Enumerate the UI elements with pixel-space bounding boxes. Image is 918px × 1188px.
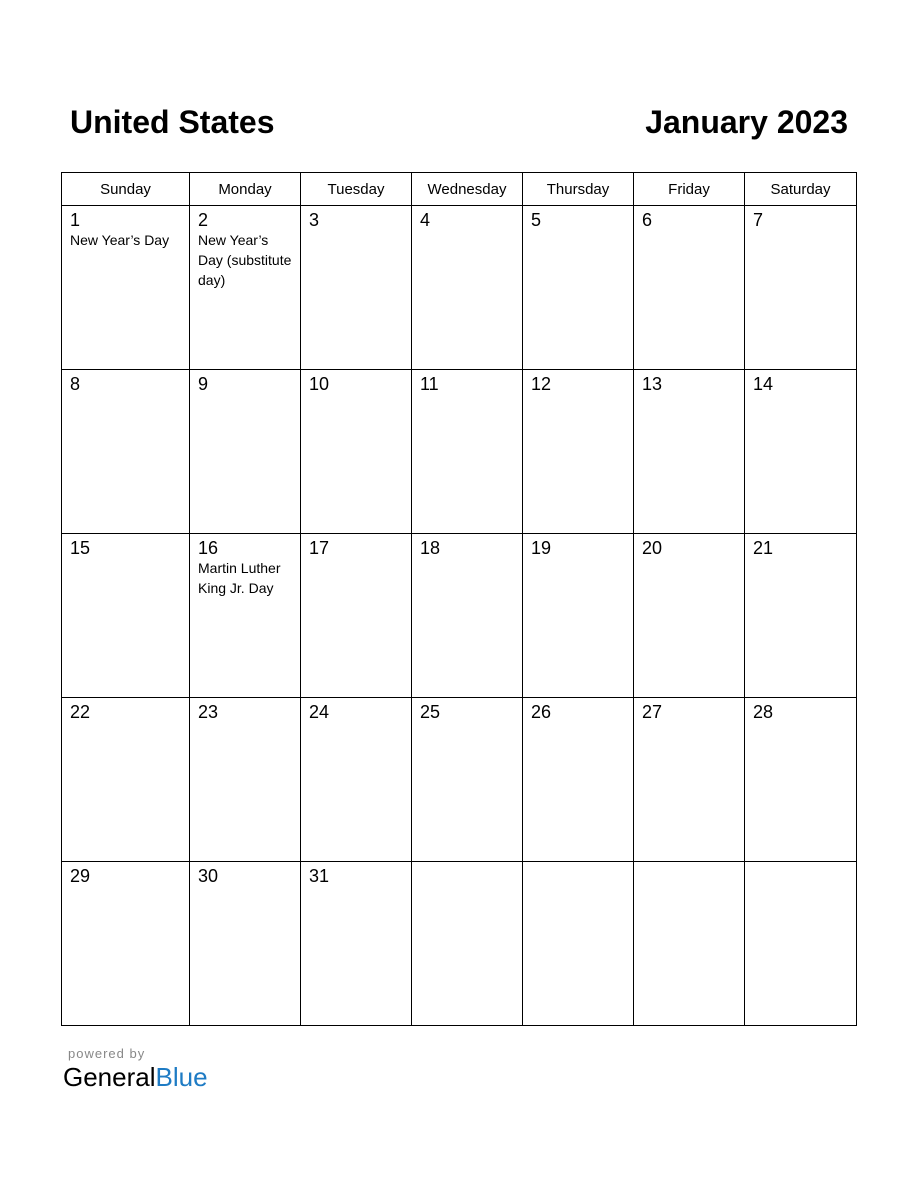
- week-row: [62, 698, 857, 862]
- week-row: [62, 862, 857, 1026]
- day-number: 19: [531, 538, 552, 558]
- day-number: 31: [309, 866, 330, 886]
- day-cell: [412, 534, 523, 698]
- day-cell: [62, 862, 190, 1026]
- weekday-header-saturday: Saturday: [745, 173, 857, 206]
- holiday-label: New Year’s Day (substitute day): [198, 232, 292, 288]
- empty-cell: [634, 862, 745, 1026]
- day-cell: [301, 370, 412, 534]
- day-cell: [301, 862, 412, 1026]
- day-number: 21: [753, 538, 774, 558]
- day-number: 2: [198, 210, 209, 230]
- day-number: 4: [420, 210, 431, 230]
- weekday-header-sunday: Sunday: [62, 173, 190, 206]
- day-cell: [62, 698, 190, 862]
- weekday-header-tuesday: Tuesday: [301, 173, 412, 206]
- day-cell: [745, 698, 857, 862]
- day-cell: [523, 370, 634, 534]
- day-cell: [634, 206, 745, 370]
- day-number: 15: [70, 538, 91, 558]
- day-cell: [745, 370, 857, 534]
- weekday-header-friday: Friday: [634, 173, 745, 206]
- day-cell: [62, 370, 190, 534]
- day-number: 14: [753, 374, 774, 394]
- day-cell: [190, 206, 301, 370]
- day-number: 8: [70, 374, 81, 394]
- day-cell: [634, 534, 745, 698]
- powered-by-label: powered by: [68, 1046, 146, 1061]
- day-cell: [301, 698, 412, 862]
- logo-general: General: [63, 1062, 156, 1092]
- day-cell: [301, 206, 412, 370]
- day-cell: [523, 534, 634, 698]
- calendar-grid: [61, 172, 857, 1026]
- day-number: 11: [420, 374, 439, 394]
- holiday-label: Martin Luther King Jr. Day: [198, 560, 281, 596]
- weekday-header-wednesday: Wednesday: [412, 173, 523, 206]
- day-number: 7: [753, 210, 764, 230]
- day-number: 17: [309, 538, 330, 558]
- day-number: 24: [309, 702, 330, 722]
- weekday-header-row: [62, 173, 857, 206]
- day-number: 20: [642, 538, 663, 558]
- day-cell: [190, 370, 301, 534]
- week-row: [62, 534, 857, 698]
- empty-cell: [523, 862, 634, 1026]
- day-cell: [523, 206, 634, 370]
- day-number: 25: [420, 702, 441, 722]
- day-number: 28: [753, 702, 774, 722]
- day-cell: [190, 534, 301, 698]
- day-cell: [523, 698, 634, 862]
- day-number: 26: [531, 702, 552, 722]
- weekday-header-thursday: Thursday: [523, 173, 634, 206]
- day-number: 6: [642, 210, 653, 230]
- day-number: 29: [70, 866, 91, 886]
- country-title: United States: [70, 104, 275, 140]
- holiday-label: New Year’s Day: [70, 232, 170, 248]
- day-cell: [745, 206, 857, 370]
- day-cell: [745, 534, 857, 698]
- day-number: 23: [198, 702, 219, 722]
- day-cell: [190, 698, 301, 862]
- weekday-header-monday: Monday: [190, 173, 301, 206]
- generalblue-logo: [63, 1062, 208, 1093]
- day-number: 3: [309, 210, 320, 230]
- empty-cell: [412, 862, 523, 1026]
- day-cell: [634, 370, 745, 534]
- day-number: 16: [198, 538, 219, 558]
- month-title: January 2023: [645, 104, 848, 140]
- day-number: 5: [531, 210, 542, 230]
- day-number: 27: [642, 702, 663, 722]
- day-cell: [634, 698, 745, 862]
- logo-blue: Blue: [155, 1062, 208, 1092]
- day-number: 12: [531, 374, 552, 394]
- week-row: [62, 370, 857, 534]
- day-number: 13: [642, 374, 663, 394]
- week-row: [62, 206, 857, 370]
- day-cell: [62, 206, 190, 370]
- day-number: 1: [70, 210, 81, 230]
- day-number: 10: [309, 374, 330, 394]
- empty-cell: [745, 862, 857, 1026]
- day-cell: [412, 206, 523, 370]
- day-cell: [412, 370, 523, 534]
- day-number: 30: [198, 866, 219, 886]
- day-cell: [62, 534, 190, 698]
- day-number: 9: [198, 374, 209, 394]
- day-cell: [190, 862, 301, 1026]
- day-number: 22: [70, 702, 91, 722]
- day-number: 18: [420, 538, 441, 558]
- day-cell: [412, 698, 523, 862]
- day-cell: [301, 534, 412, 698]
